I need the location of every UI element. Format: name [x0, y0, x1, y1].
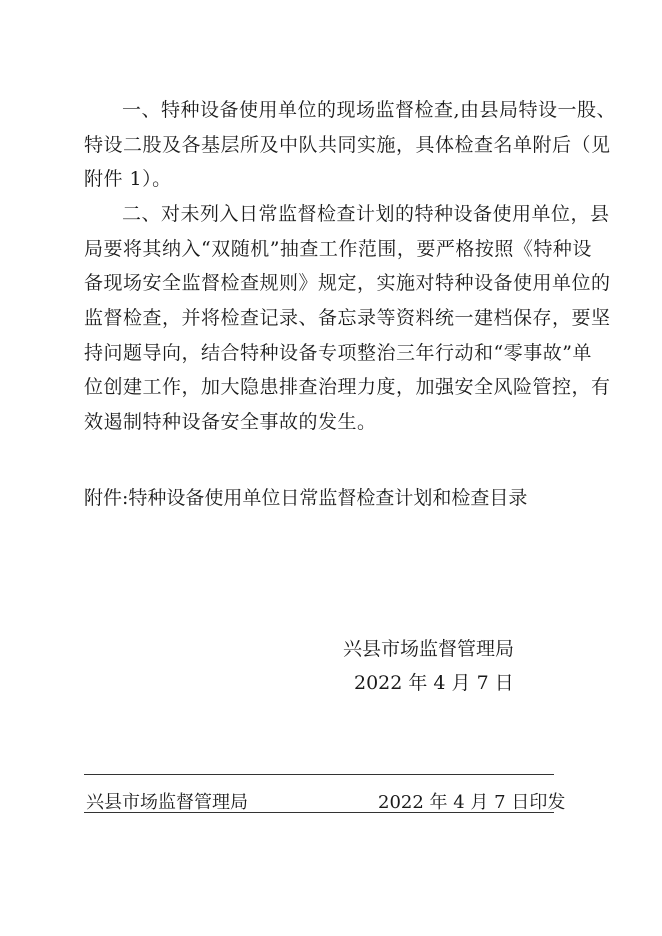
paragraph-2-line-6: 位创建工作，加大隐患排查治理力度，加强安全风险管控，有	[84, 376, 611, 398]
paragraph-1-line-3: 附件 1）。	[84, 168, 172, 190]
footer-issue-date: 2022 年 4 月 7 日印发	[378, 792, 566, 813]
paragraph-2-line-5: 持问题导向，结合特种设备专项整治三年行动和“零事故”单	[84, 342, 592, 364]
footer-org: 兴县市场监督管理局	[86, 792, 248, 813]
paragraph-2-line-3: 备现场安全监督检查规则》规定，实施对特种设备使用单位的	[84, 272, 611, 294]
paragraph-2-line-7: 效遏制特种设备安全事故的发生。	[84, 411, 377, 433]
paragraph-1-line-1: 一、特种设备使用单位的现场监督检查,由县局特设一股、	[122, 99, 617, 121]
signature-org: 兴县市场监督管理局	[343, 638, 515, 660]
footer-top-rule	[84, 774, 554, 775]
paragraph-2-line-1: 二、对未列入日常监督检查计划的特种设备使用单位，县	[122, 203, 610, 225]
paragraph-2-line-2: 局要将其纳入“双随机”抽查工作范围，要严格按照《特种设	[84, 238, 592, 260]
signature-date: 2022 年 4 月 7 日	[354, 672, 514, 694]
paragraph-1-line-2: 特设二股及各基层所及中队共同实施，具体检查名单附后（见	[84, 134, 611, 156]
footer-bottom-rule	[84, 812, 554, 813]
paragraph-2-line-4: 监督检查，并将检查记录、备忘录等资料统一建档保存，要坚	[84, 307, 611, 329]
attachment-line: 附件:特种设备使用单位日常监督检查计划和检查目录	[84, 487, 528, 509]
